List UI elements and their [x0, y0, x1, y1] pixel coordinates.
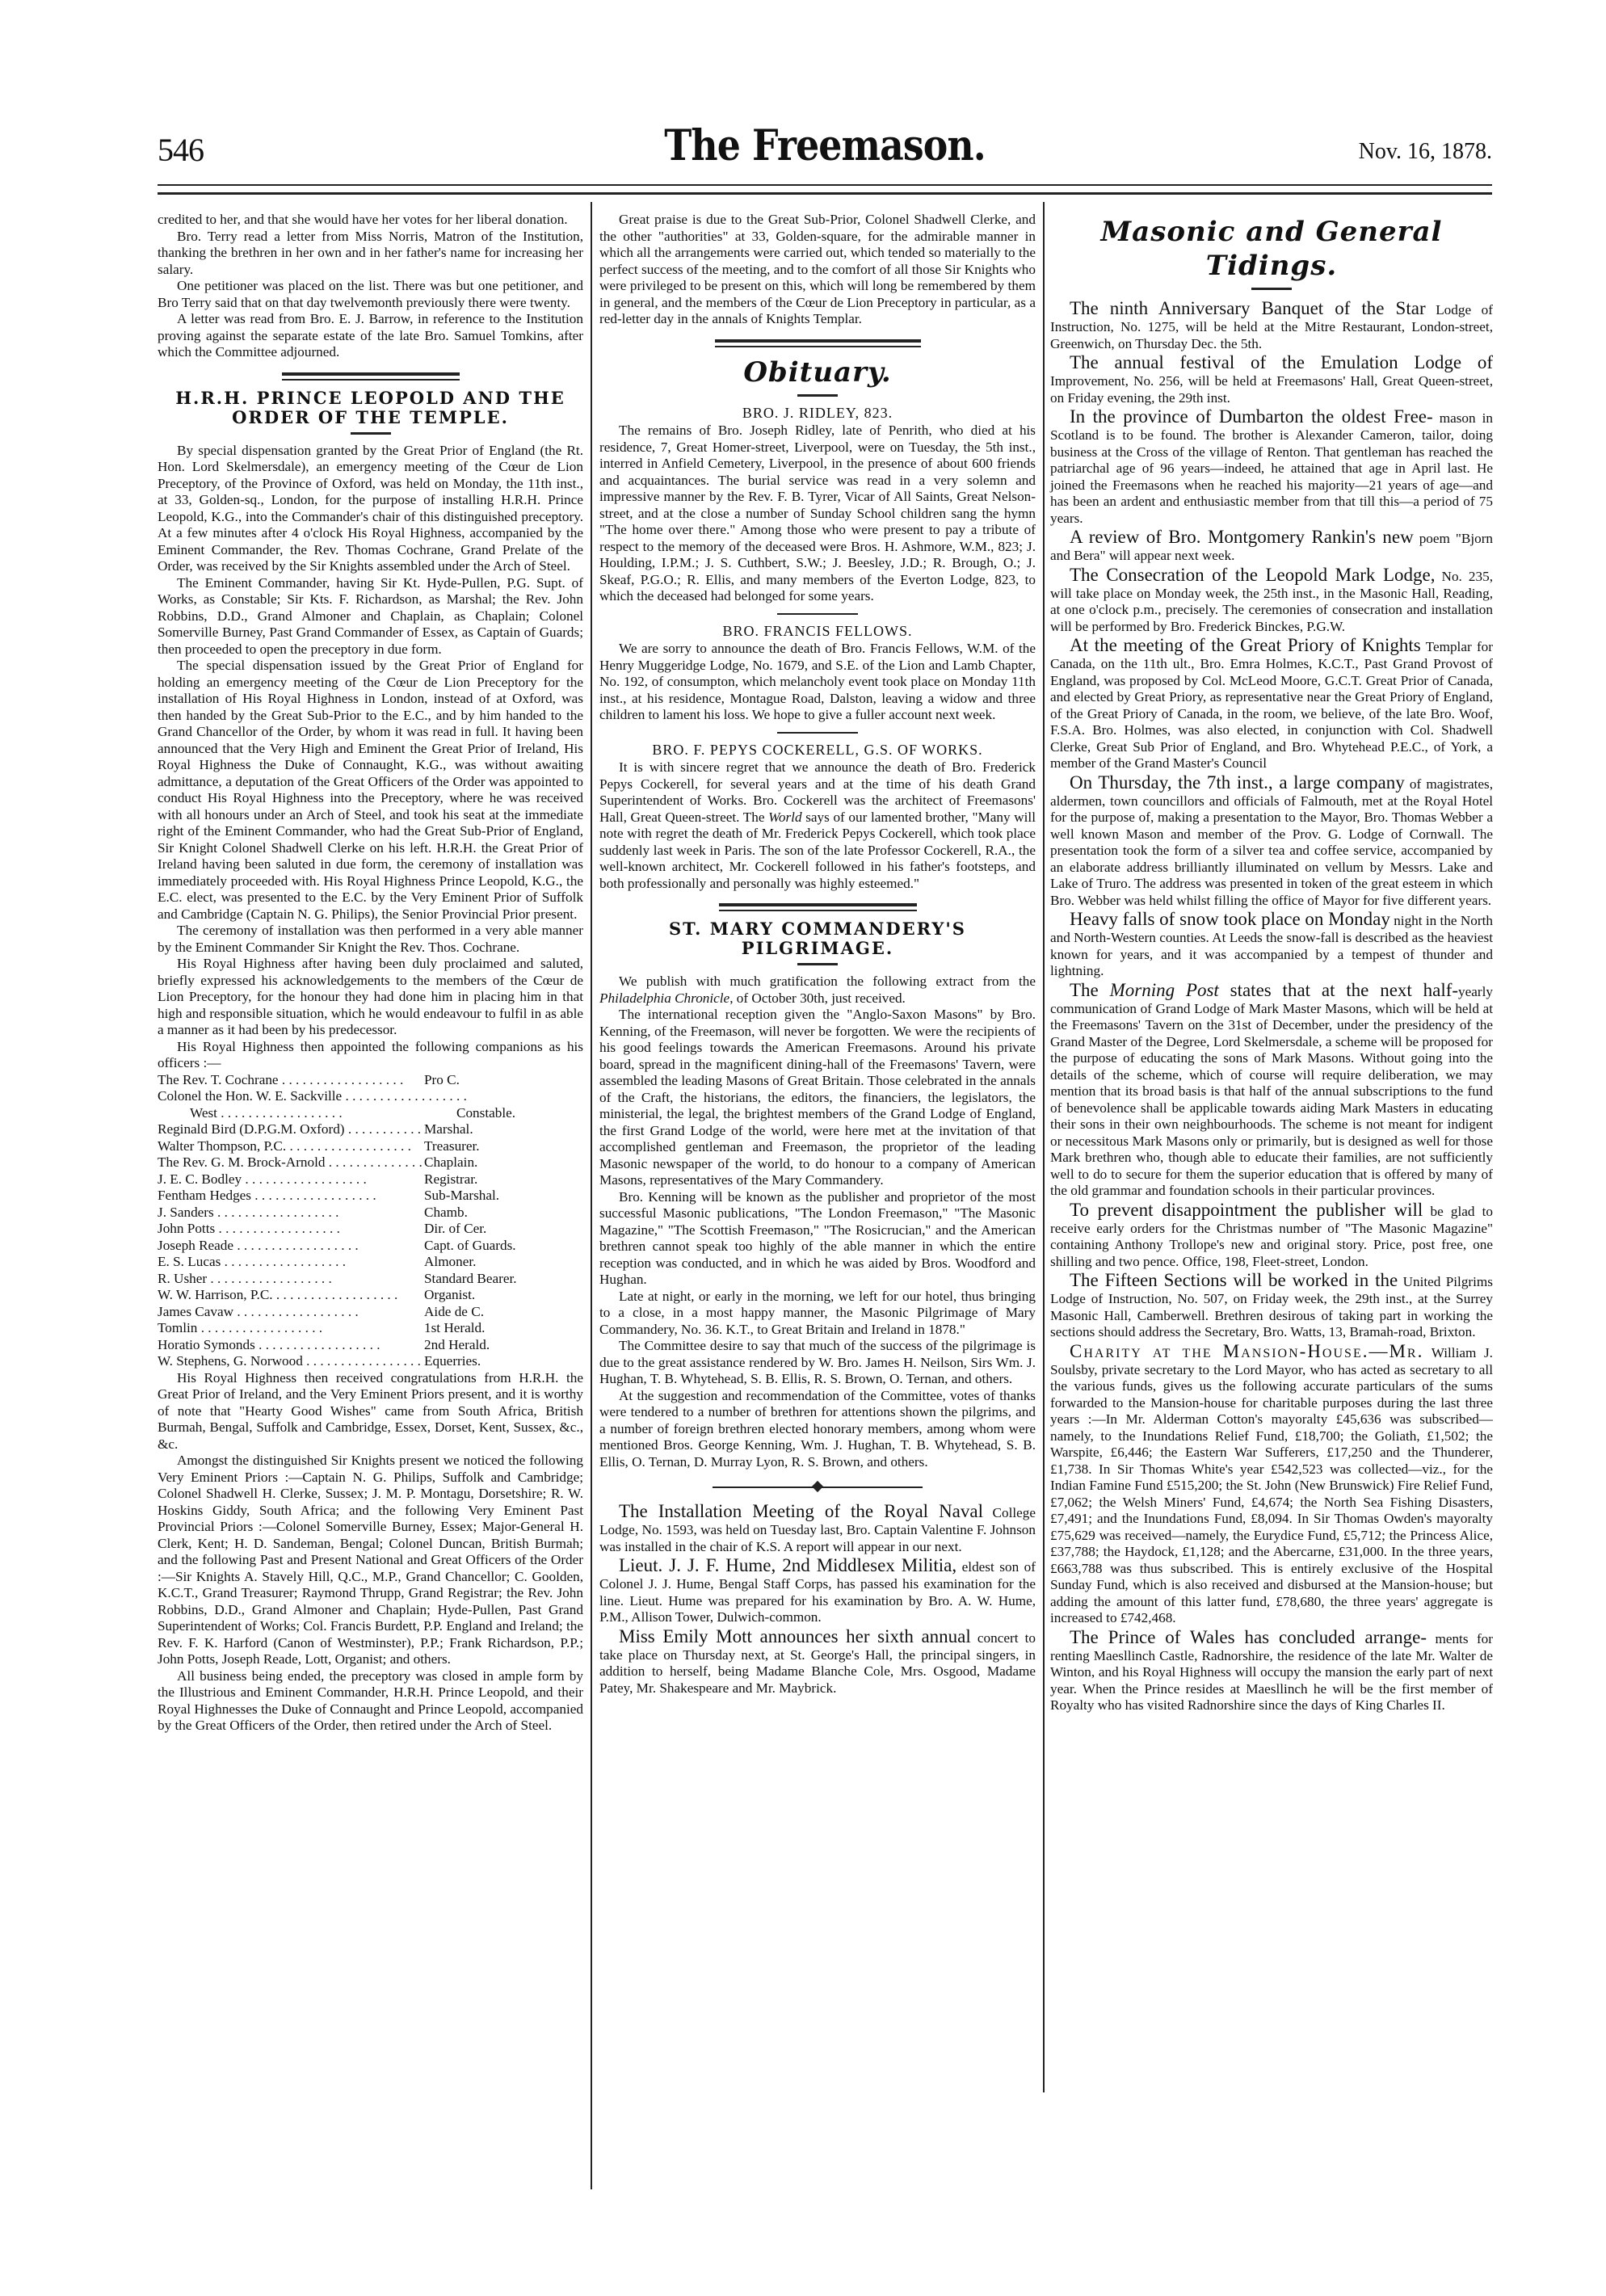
- paragraph: Bro. Terry read a letter from Miss Norris, Matron of the Institution, thanking the brethren in her own and in her father's name for increasing her salary.: [158, 228, 583, 277]
- news-item: Heavy falls of snow took place on Monday night in the North and North-Western counties. At Leeds the snow-fall is described as the heaviest known for years, and it was accompanied by a tempest of thunder and lightning.: [1050, 909, 1493, 978]
- diamond-separator: [713, 1482, 923, 1493]
- news-item: In the province of Dumbarton the oldest Free- mason in Scotland is to be found. The brother is Alexander Cameron, tailor, doing business at the Cross of the village of Renton. That gentleman has reached the patriarchal age of 96 years—indeed, he attained that age in April last. He joined the Freemasons when he reached his majority—21 years of age—and has been an ardent and enthusiastic member from that till this—a period of 75 years.: [1050, 406, 1494, 526]
- news-item: Charity at the Mansion-House.—Mr. William J. Soulsby, private secretary to the Lord Mayor, who has acted as secretary to all the various funds, gives us the following accurate particulars of the sums forwarded to the Mansion-house for charitable purposes during the last three years :—In Mr. Alderman Cotton's mayoralty £45,636 was subscribed—namely, to the Inundations Relief Fund, £18,700; the Goliath, £1,502; the Warspite, £6,446; the Eastern War Sufferers, £17,250 and the Thunderer, £1,738. In Sir Thomas White's year £542,523 was collected—viz., for the Indian Famine Fund £515,200; the St. John (New Brunswick) Fire Relief Fund, £7,062; the Welsh Miners' Fund, £4,674; the North Sea Fishing Disasters, £7,491; and the Inundations Fund, £8,094. In Sir Thomas Owden's mayoralty £75,629 was received—namely, the Eurydice Fund, £5,712; the Princess Alice, £37,788; the Haydock, £1,128; and the Abercarne, £31,000. In the three years, £663,788 was thus subscribed. This is entirely exclusive of the Hospital Sunday Fund, which is also received and disbursed at the Mansion-house; but adding the amount of this latter fund, £78,680, the three years' aggregate is increased to £742,468.: [1050, 1340, 1493, 1625]
- officer-row: Horatio Symonds . . . 2nd Herald.: [158, 1337, 583, 1354]
- paragraph: A letter was read from Bro. E. J. Barrow, in reference to the Institution proving against the separate estate of the late Bro. Samuel Tomkins, after which the Committee adjourned.: [158, 311, 583, 360]
- officer-row: Fentham Hedges . . . Sub-Marshal.: [158, 1188, 583, 1205]
- paragraph: The remains of Bro. Joseph Ridley, late of Penrith, who died at his residence, 7, Great Homer-street, Liverpool, were on Tuesday, the 5th inst., interred in Anfield Cemetery, Liverpool, in the presence of about 600 friends and acquaintances. The burial service was read in a very solemn and impressive manner by the Rev. F. B. Tyrer, Vicar of All Saints, Great Nelson-street, and at the close a number of Sunday School children sang the hymn "The home over there." Among those who were present to pay a tribute of respect to the memory of the deceased were Bros. H. Ashmore, W.M., 823; J. Houlding, I.P.M.; J. S. Cuthbert, S.W.; J. Beesley, J.D.; R. Brough, O.; J. Skeaf, P.G.O.; R. Ellis, and many members of the Everton Lodge, 823, to which the deceased had belonged for some years.: [599, 423, 1036, 603]
- paragraph: One petitioner was placed on the list. There was but one petitioner, and Bro Terry said that on that day twelvemonth previously there were twenty.: [158, 278, 583, 310]
- masthead: [158, 121, 1492, 194]
- column-divider-1: [591, 202, 592, 2189]
- paragraph: Amongst the distinguished Sir Knights present we noticed the following Very Eminent Priors :—Captain N. G. Philips, Suffolk and Cambridge; Colonel Shadwell H. Clerke, Sussex; J. M. P. Montagu, Dorsetshire; R. W. Hoskins Giddy, South Africa; and the following Very Eminent Past Provincial Priors :—Colonel Somerville Burney, Essex; Major-General H. Clerk, Kent; H. D. Sandeman, Bengal; Colonel Duncan, British Burmah; and the following Past and Present National and Great Officers of the Order :—Sir Knights A. Stavely Hill, Q.C., M.P., Grand Chancellor; C. Goolden, K.C.T., Grand Treasurer; Raymond Thrupp, Grand Registrar; the Rev. John Robbins, D.D., Grand Almoner and Chaplain; Hyde-Pullen, Past Grand Superintendent of Works; Col. Francis Burdett, P.P. England and Ireland; the Rev. F. K. Harford (Canon of Westminster), P.P.; Frank Richardson, P.P.; John Potts, Joseph Reade, Lott, Organist; and others.: [158, 1453, 583, 1667]
- section-separator: [715, 339, 921, 347]
- paragraph: Great praise is due to the Great Sub-Prior, Colonel Shadwell Clerke, and the other "authorities" at 33, Golden-square, for the admirable manner in which all the arrangements were carried out, which tended so materially to the perfect success of the meeting, and to the comfort of all those Sir Knights who were privileged to be present on this, which will long be remembered by them in general, and the members of the Cœur de Lion Preceptory in particular, as a red-letter day in the annals of Knights Templar.: [599, 212, 1036, 326]
- news-item: The Consecration of the Leopold Mark Lodge, No. 235, will take place on Monday week, the 25th inst., in the Masonic Hall, Reading, at one o'clock p.m., precisely. The ceremonies of consecration and installation will be performed by Bro. Frederick Binckes, P.G.W.: [1050, 564, 1493, 634]
- paragraph: It is with sincere regret that we announce the death of Bro. Frederick Pepys Cockerell, for several years and at the time of his death Grand Superintendent of Works. Bro. Cockerell was the architect of Freemasons' Hall, Great Queen-street. The World says of our lamented brother, "Many will note with regret the death of Mr. Frederick Pepys Cockerell, which took place suddenly last week in Paris. The son of the late Professor Cockerell, R.A., the well-known architect, Mr. Cockerell followed in his father's footsteps, and both professionally and personally was highly esteemed.": [599, 759, 1036, 891]
- issue-date: Nov. 16, 1878.: [1358, 139, 1492, 164]
- officer-row: W. W. Harrison, P.C. . . . Organist.: [158, 1287, 583, 1304]
- news-item: The Prince of Wales has concluded arrange- ments for renting Maesllinch Castle, Radnorshire, the residence of the late Mr. Walter de Winton, and his Royal Highness will occupy the mansion the early part of next year. When the Prince resides at Maesllinch he will be the first member of Royalty who has visited Radnorshire since the days of King Charles II.: [1050, 1626, 1493, 1713]
- page-number: 546: [158, 132, 204, 168]
- officer-row: The Rev. T. Cochrane . . . Pro C.: [158, 1072, 583, 1089]
- masthead-rule-bottom: [158, 192, 1492, 195]
- paragraph: We are sorry to announce the death of Bro. Francis Fellows, W.M. of the Henry Muggeridge Lodge, No. 1679, and S.E. of the Lion and Lamb Chapter, No. 192, of consumpton, which melancholy event took place on Monday 11th inst., at his residence, Montague Road, Dalston, leaving a widow and three children to lament his loss. We hope to give a fuller account next week.: [599, 641, 1036, 722]
- item-separator: [777, 613, 858, 615]
- paragraph: His Royal Highness then appointed the following companions as his officers :—: [158, 1038, 583, 1070]
- column-2: [599, 212, 1036, 1697]
- obituary-subheading: BRO. J. RIDLEY, 823.: [742, 404, 893, 421]
- article-headline: ST. MARY COMMANDERY'S PILGRIMAGE.: [669, 919, 966, 958]
- news-item: Lieut. J. J. F. Hume, 2nd Middlesex Militia, eldest son of Colonel J. J. Hume, Bengal Staff Corps, has passed his examination for the line. Lieut. Hume was prepared for his examination by Bro. A. W. Hume, P.M., Allison Tower, Dulwich-common.: [599, 1555, 1036, 1625]
- paragraph: By special dispensation granted by the Great Prior of England (the Rt. Hon. Lord Skelmersdale), an emergency meeting of the Cœur de Lion Preceptory, of the Province of Oxford, was held on Monday, the 11th inst., at 33, Golden-sq., London, for the purpose of installing H.R.H. Prince Leopold, K.G., into the Commander's chair of this distinguished preceptory. At a few minutes after 4 o'clock His Royal Highness, accompanied by the Eminent Commander, the Rev. Thomas Cochrane, Grand Prelate of the Order, was received by the Sir Knights assembled under the Arch of Steel.: [158, 442, 583, 574]
- officer-row: Tomlin . . . 1st Herald.: [158, 1320, 583, 1337]
- section-separator: [719, 903, 917, 911]
- obituary-subheading: BRO. FRANCIS FELLOWS.: [722, 622, 913, 639]
- paragraph: The ceremony of installation was then performed in a very able manner by the Eminent Commander Sir Knight the Rev. Thos. Cochrane.: [158, 923, 583, 955]
- column-1: [158, 212, 583, 1735]
- tidings-heading: Masonic and General Tidings.: [1100, 216, 1443, 282]
- officer-row: Joseph Reade . . . Capt. of Guards.: [158, 1238, 583, 1255]
- masthead-rule-top: [158, 184, 1492, 186]
- paragraph: His Royal Highness then received congratulations from H.R.H. the Great Prior of Ireland, and the Very Eminent Priors present, and it is worthy of note that "Hearty Good Wishes" came from South Africa, British Burmah, Bengal, Suffolk and Cambridge, Essex, Dorset, Kent, Sussex, &c., &c.: [158, 1369, 583, 1452]
- news-item: The Morning Post states that at the next half-yearly communication of Grand Lodge of Mark Master Masons, which will be held at the Freemasons' Tavern on the 31st of December, under the presidency of the Grand Master of the Degree, Lord Skelmersdale, a scheme will be proposed for the purpose of educating the sons of Mark Masons. Without going into the details of the scheme, which of course will require deliberation, we may mention that its broad basis is that half of the annual subscriptions to the fund of benevolence shall be applicable towards aiding Mark Masters in educating their sons in their own neighbourhoods. The scheme is not meant for indigent or necessitous Mark Masons only or primarily, but is designed as well for those Mark brethren who, though able to educate their families, are not sufficiently well to do to secure for them the superior education that is offered by many of the old grammar and foundation schools in their particular provinces.: [1050, 979, 1493, 1198]
- section-separator: [282, 372, 460, 381]
- paragraph: The international reception given the "Anglo-Saxon Masons" by Bro. Kenning, of the Freemason, will never be forgotten. We were the recipients of his good feelings towards the American Freemasons. Around his private board, spread in the magnificent dining-hall of the Freemasons' Tavern, were assembled the leading Masons of Great Britain. Those celebrated in the annals of the Craft, the historians, the editors, the financiers, the legislators, the ministerial, the legal, the brightest members of the Grand Lodge of England, the first Grand Lodge of the world, were here met at the invitation of that accomplished gentleman and Freemason, the proprietor of the leading Masonic newspaper of the world, to do honour to a company of American Masons, representatives of the Mary Commandery.: [599, 1007, 1036, 1188]
- officer-row: R. Usher . . . Standard Bearer.: [158, 1271, 583, 1288]
- paragraph: We publish with much gratification the following extract from the Philadelphia Chronicle, of October 30th, just received.: [599, 973, 1036, 1006]
- paragraph: At the suggestion and recommendation of the Committee, votes of thanks were tendered to a number of brethren for attentions shown the pilgrims, and a number of foreign brethren elected honorary members, among whom were mentioned Bros. George Kenning, Wm. J. Hughan, T. B. Whytehead, S. B. Ellis, O. Ternan, D. Murray Lyon, R. S. Brown, and others.: [599, 1387, 1036, 1470]
- article-headline: H.R.H. PRINCE LEOPOLD AND THE ORDER OF THE TEMPLE.: [175, 387, 565, 427]
- officer-row: Colonel the Hon. W. E. Sackville . . .: [158, 1088, 583, 1105]
- officer-row: Reginald Bird (D.P.G.M. Oxford) . . . Marshal.: [158, 1121, 583, 1138]
- officer-row: J. Sanders . . . Chamb.: [158, 1205, 583, 1222]
- news-item: Miss Emily Mott announces her sixth annual concert to take place on Thursday next, at St. George's Hall, the principal singers, in addition to herself, being Madame Blanche Cole, Mrs. Osgood, Madame Patey, Mr. Shakespeare and Mr. Maybrick.: [599, 1625, 1036, 1696]
- officer-row: W. Stephens, G. Norwood . . . Equerries.: [158, 1353, 583, 1370]
- obituary-subheading: BRO. F. PEPYS COCKERELL, G.S. OF WORKS.: [652, 741, 983, 758]
- paragraph: The special dispensation issued by the Great Prior of England for holding an emergency meeting of the Cœur de Lion Preceptory for the installation of His Royal Highness in London, instead of at Oxford, was then handed by the Great Sub-Prior to the E.C., and by him handed to the Grand Chancellor of the Order, by whom it was read in full. It having been announced that the Very High and Eminent the Great Prior of Ireland, His Royal Highness the Duke of Connaught, K.G., was without awaiting admittance, a deputation of the Great Officers of the Order was appointed to conduct His Royal Highness into the Preceptory, where he was received with all honours under an Arch of Steel, and took his seat at the immediate right of the Eminent Commander, who had the Great Sub-Prior of England, Sir Knight Colonel Shadwell Clerke on his left. H.R.H. the Great Prior of Ireland having been saluted in due form, the ceremony of installation was immediately proceeded with. His Royal Highness Prince Leopold, K.G., the E.C. elect, was presented to the E.C. by the Very Eminent Prior of Suffolk and Cambridge (Captain N. G. Philips), the Senior Provincial Prior present.: [158, 658, 583, 922]
- heading-rule: [797, 394, 838, 397]
- news-item: The Fifteen Sections will be worked in the United Pilgrims Lodge of Instruction, No. 507, on Friday week, the 29th inst., at the Surrey Masonic Hall, Camberwell. Brethren desirous of taking part in working the sections should address the Secretary, Bro. Watts, 13, Bramah-road, Brixton.: [1050, 1270, 1493, 1339]
- paragraph: The Committee desire to say that much of the success of the pilgrimage is due to the great assistance rendered by W. Bro. James H. Neilson, Sirs Wm. J. Hughan, T. B. Whytehead, S. B. Ellis, R. S. Brown, O. Ternan, and others.: [599, 1338, 1036, 1386]
- news-item: A review of Bro. Montgomery Rankin's new poem "Bjorn and Bera" will appear next week.: [1050, 527, 1494, 563]
- officer-row: J. E. C. Bodley . . . Registrar.: [158, 1171, 583, 1188]
- paragraph: All business being ended, the preceptory was closed in ample form by the Illustrious and Eminent Commander, H.R.H. Prince Leopold, and their Royal Highnesses the Duke of Connaught and Prince Leopold, accompanied by the Great Officers of the Order, then retired under the Arch of Steel.: [158, 1667, 583, 1733]
- news-item: The ninth Anniversary Banquet of the Star Lodge of Instruction, No. 1275, will be held at the Mitre Restaurant, London-street, Greenwich, on Thursday Dec. the 5th.: [1050, 298, 1493, 351]
- obituary-heading: Obituary.: [743, 355, 892, 389]
- officer-row: The Rev. G. M. Brock-Arnold . . . Chaplain.: [158, 1154, 583, 1171]
- officers-list: [158, 1072, 583, 1370]
- news-item: To prevent disappointment the publisher will be glad to receive early orders for the Christmas number of "The Masonic Magazine" containing Anthony Trollope's new and original story. Price, post free, one shilling and two pence. Office, 198, Fleet-street, London.: [1050, 1199, 1493, 1269]
- headline-rule: [797, 963, 838, 965]
- column-divider-2: [1043, 202, 1045, 2092]
- paragraph: The Eminent Commander, having Sir Kt. Hyde-Pullen, P.G. Supt. of Works, as Constable; Sir Kts. F. Richardson, as Marshal; the Rev. John Robbins, D.D., Grand Almoner and Chaplain, as Chaplain; Colonel Somerville Burney, Past Grand Commander of Essex, as Captain of Guards; then proceeded to open the preceptory in due form.: [158, 574, 583, 657]
- paragraph: His Royal Highness after having been duly proclaimed and saluted, briefly expressed his acknowledgements to the members of the Cœur de Lion Preceptory, for the honour they had done him in placing him in that high and responsible situation, which he would endeavour to fulfil in as able a manner as it had been by his predecessor.: [158, 956, 583, 1037]
- column-3: [1050, 212, 1493, 1714]
- officer-row: James Cavaw . . . Aide de C.: [158, 1304, 583, 1321]
- officer-row: E. S. Lucas . . . Almoner.: [158, 1254, 583, 1271]
- headline-rule: [351, 432, 391, 435]
- news-item: At the meeting of the Great Priory of Knights Templar for Canada, on the 11th ult., Bro. Emra Holmes, K.C.T., Past Grand Provost of England, was proposed by Col. McLeod Moore, G.C.T. Great Prior of Canada, and elected by Great Priory, as representative near the Great Priory of England, of the Great Priory of Canada, in the room, we believe, of the late Bro. Woof, F.S.A. Bro. Holmes, was also elected, in conjunction with Col. Shadwell Clerke, Great Sub Prior of England, and Bro. Whytehead P.E.C., of York, a member of the Grand Master's Council: [1050, 635, 1493, 771]
- paragraph: credited to her, and that she would have her votes for her liberal donation.: [158, 212, 568, 227]
- paragraph: Bro. Kenning will be known as the publisher and proprietor of the most successful Masonic publications, "The London Freemason," "The Masonic Magazine," "The Scottish Freemason," "The Rosicrucian," and the American brethren cannot speak too highly of the able manner in which the entire reception was conducted, and in which he was aided by Bros. Woodford and Hughan.: [599, 1188, 1036, 1287]
- officer-row: John Potts . . . Dir. of Cer.: [158, 1221, 583, 1238]
- newspaper-title: The Freemason.: [664, 121, 986, 170]
- news-item: On Thursday, the 7th inst., a large company of magistrates, aldermen, town councillors and officials of Falmouth, met at the Royal Hotel for the purpose of, making a presentation to the Mayor, Bro. Thomas Webber a well known Mason and member of the Prov. G. Lodge of Cornwall. The presentation took the form of a silver tea and coffee service, accompanied by an elaborate address brilliantly illuminated on vellum by Messrs. Lake and Lake of Truro. The address was presented in token of the great esteem in which Bro. Webber was held whilst filling the office of Mayor for five different years.: [1050, 772, 1493, 908]
- paragraph: Late at night, or early in the morning, we left for our hotel, thus bringing to a close, in a most happy manner, the Masonic Pilgrimage of Mary Commandery, No. 36. K.T., to Great Britain and Ireland in 1878.": [599, 1288, 1036, 1337]
- officer-row: West . . . Constable.: [158, 1105, 583, 1122]
- officer-row: Walter Thompson, P.C. . . . Treasurer.: [158, 1138, 583, 1155]
- news-item: The annual festival of the Emulation Lodge of Improvement, No. 256, will be held at Freemasons' Hall, Great Queen-street, on Friday evening, the 29th inst.: [1050, 352, 1493, 406]
- item-separator: [777, 732, 858, 734]
- heading-rule: [1251, 288, 1292, 290]
- news-item: The Installation Meeting of the Royal Naval College Lodge, No. 1593, was held on Tuesday last, Bro. Captain Valentine F. Johnson was installed in the chair of K.S. A report will appear in our next.: [599, 1501, 1036, 1554]
